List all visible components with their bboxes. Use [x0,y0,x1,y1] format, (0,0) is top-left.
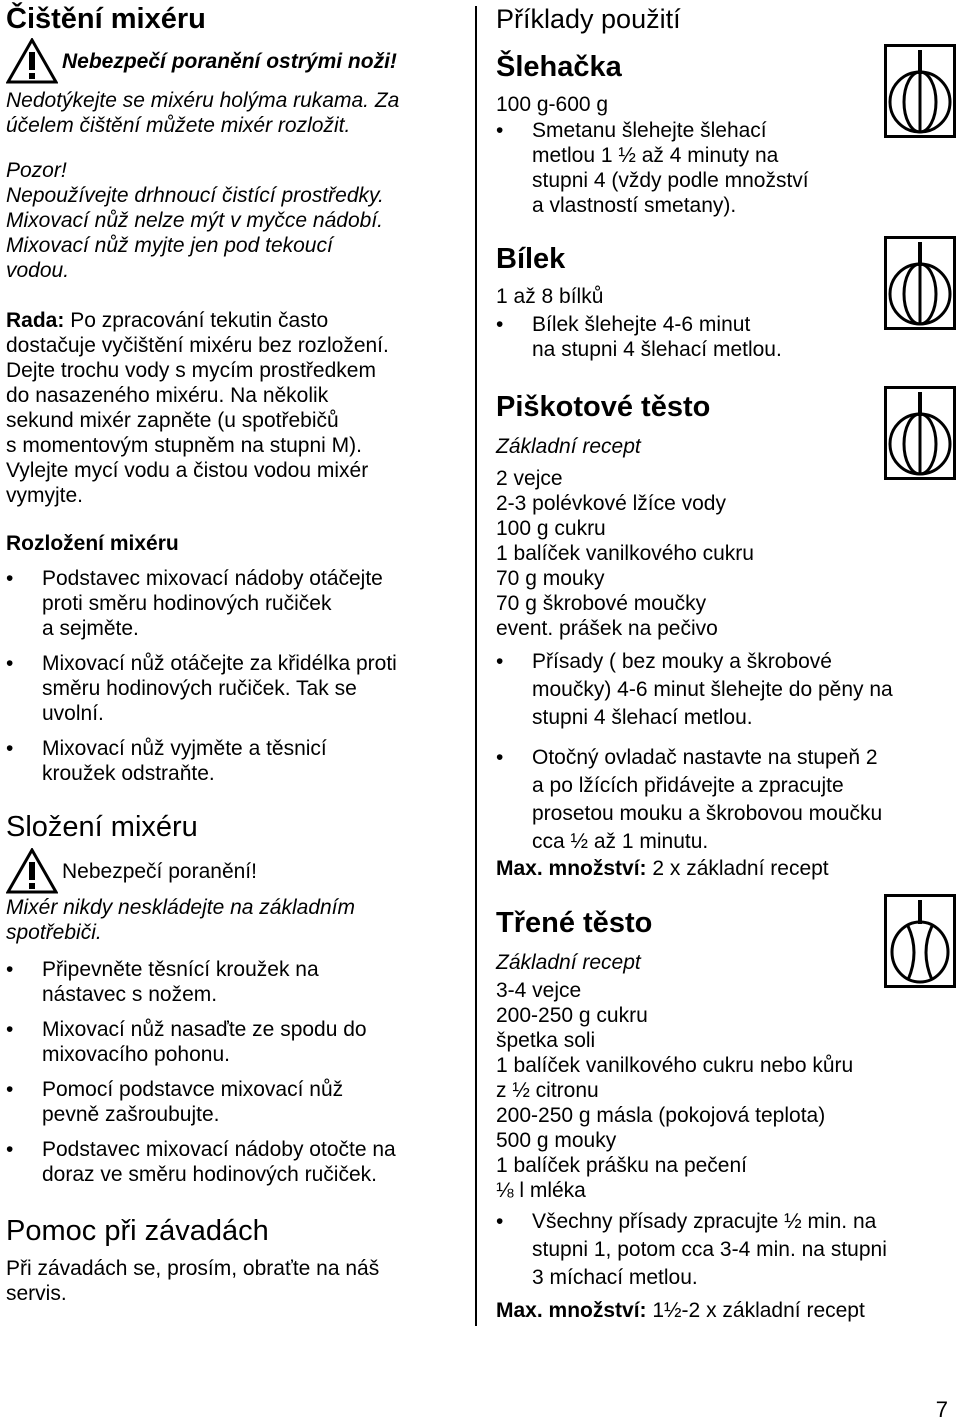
sponge-dough-title: Piškotové těsto [496,391,711,423]
list-item: • Mixovací nůž otáčejte za křidélka proti směru hodinových ručiček. Tak se uvolní. [6,651,468,726]
whisk-icon [884,44,956,138]
assembly-note: Mixér nikdy neskládejte na základním spotřebiči. [6,896,356,944]
warning-text: Nebezpečí poranění! [62,859,257,883]
tip-block: Rada: Po zpracování tekutin často dostačuje vyčištění mixéru bez rozložení. Dejte trochu vody s mycím prostředkem do nasazeného mixéru. Na několik sekund mixér zapněte (u spotřebičů s momentovým stupněm na stupni M). Vylejte mycí vodu a čistou vodou mixér vymyjte. [6,309,389,507]
cleaning-title: Čištění mixéru [6,3,206,35]
column-divider [475,6,477,1326]
egg-white-title: Bílek [496,243,566,275]
list-item: • Mixovací nůž vyjměte a těsnicí kroužek odstraňte. [6,736,468,786]
caution-block: Pozor! Nepoužívejte drhnoucí čistící prostředky. Mixovací nůž nelze mýt v myčce nádobí. Mixovací nůž myjte jen pod tekoucí vodou. [6,159,384,282]
list-item: • Pomocí podstavce mixovací nůž pevně zašroubujte. [6,1077,468,1127]
assembly-title: Složení mixéru [6,811,198,843]
assembly-list [6,957,468,1187]
list-item: • Smetanu šlehejte šlehací metlou 1 ½ až 4 minuty na stupni 4 (vždy podle množství a vlastností smetany). [496,118,836,218]
sponge-dough-steps [496,648,954,856]
whipped-cream-amount: 100 g-600 g [496,93,609,116]
troubleshooting-title: Pomoc při závadách [6,1215,269,1247]
creamed-dough-max: Max. množství: 1½-2 x základní recept [496,1299,865,1322]
list-item: • Podstavec mixovací nádoby otáčejte proti směru hodinových ručiček a sejměte. [6,566,468,641]
creamed-dough-subtitle: Základní recept [496,951,641,974]
list-item: • Připevněte těsnící kroužek na nástavec s nožem. [6,957,468,1007]
list-item: • Podstavec mixovací nádoby otočte na doraz ve směru hodinových ručiček. [6,1137,468,1187]
whipped-cream-title: Šlehačka [496,51,622,83]
intro-paragraph: Nedotýkejte se mixéru holýma rukama. Za účelem čištění můžete mixér rozložit. [6,89,400,137]
list-item: • Všechny přísady zpracujte ½ min. na stupni 1, potom cca 3-4 min. na stupni 3 míchací metlou. [496,1208,954,1292]
whipped-cream-steps [496,118,836,218]
creamed-dough-title: Třené těsto [496,907,653,939]
disassembly-list [6,566,468,786]
list-item: • Otočný ovladač nastavte na stupeň 2 a po lžících přidávejte a zpracujte prosetou mouku a škrobovou moučku cca ½ až 1 minutu. [496,744,954,856]
sponge-dough-max: Max. množství: 2 x základní recept [496,857,829,880]
list-item: • Přísady ( bez mouky a škrobové moučky) 4-6 minut šlehejte do pěny na stupni 4 šlehací metlou. [496,648,954,732]
warning-sharp-knives [6,38,397,84]
warning-triangle-icon [6,848,58,894]
tip-label: Rada: [6,309,65,332]
caution-label: Pozor! [6,159,67,182]
list-item: • Mixovací nůž nasaďte ze spodu do mixovacího pohonu. [6,1017,468,1067]
warning-injury [6,848,257,894]
examples-title: Příklady použití [496,4,681,34]
troubleshooting-text: Při závadách se, prosím, obraťte na náš servis. [6,1257,380,1305]
list-item: • Bílek šlehejte 4-6 minut na stupni 4 šlehací metlou. [496,312,856,362]
sponge-dough-subtitle: Základní recept [496,435,641,458]
creamed-dough-ingredients: 3-4 vejce 200-250 g cukru špetka soli 1 balíček vanilkového cukru nebo kůru z ½ citronu 200-250 g másla (pokojová teplota) 500 g mouky 1 balíček prášku na pečení ⅛ l mléka [496,979,854,1202]
whisk-icon [884,236,956,330]
warning-triangle-icon [6,38,58,84]
whisk-icon [884,386,956,480]
warning-text: Nebezpečí poranění ostrými noži! [62,49,397,73]
sponge-dough-ingredients: 2 vejce 2-3 polévkové lžíce vody 100 g cukru 1 balíček vanilkového cukru 70 g mouky 70 g škrobové moučky event. prášek na pečivo [496,467,754,640]
egg-white-amount: 1 až 8 bílků [496,285,604,308]
egg-white-steps [496,312,856,362]
mixing-hook-icon [884,894,956,988]
creamed-dough-steps [496,1208,954,1292]
page-number: 7 [935,1397,948,1422]
disassembly-title: Rozložení mixéru [6,532,179,555]
